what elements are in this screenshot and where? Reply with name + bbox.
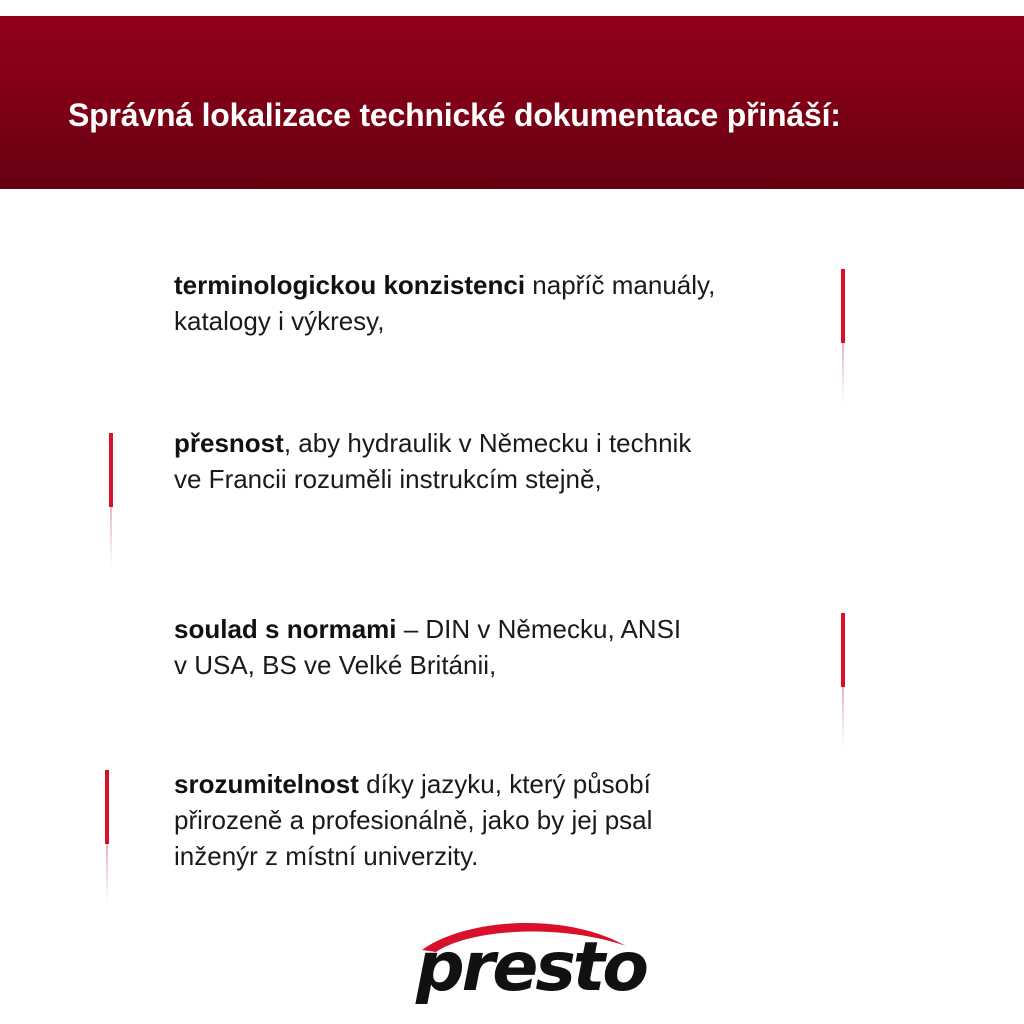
benefit-text: – DIN v Německu, ANSI — [396, 614, 682, 644]
benefit-text: inženýr z místní univerzity. — [174, 841, 479, 871]
logo-wordmark: presto — [416, 928, 647, 1007]
benefit-keyword: terminologickou konzistenci — [174, 270, 526, 300]
benefit-item-clarity — [174, 766, 854, 874]
benefit-text: ve Francii rozuměli instrukcím stejně, — [174, 464, 602, 494]
top-strip — [0, 0, 1024, 16]
benefit-text: přirozeně a profesionálně, jako by jej psal — [174, 805, 653, 835]
benefit-text: díky jazyku, který působí — [358, 769, 651, 799]
benefit-text: v USA, BS ve Velké Británii, — [174, 650, 497, 680]
benefit-item-precision — [174, 425, 854, 497]
benefit-keyword: přesnost — [174, 428, 284, 458]
page-title: Správná lokalizace technické dokumentace přináší: — [68, 97, 841, 133]
benefit-item-terminology — [174, 267, 854, 339]
benefit-text: katalogy i výkresy, — [174, 306, 385, 336]
benefit-text: , aby hydraulik v Německu i technik — [283, 428, 692, 458]
header-banner — [0, 16, 1024, 189]
presto-logo — [412, 912, 647, 1012]
benefit-keyword: soulad s normami — [174, 614, 397, 644]
benefit-item-standards — [174, 611, 854, 683]
benefit-text: napříč manuály, — [525, 270, 716, 300]
benefit-keyword: srozumitelnost — [174, 769, 359, 799]
